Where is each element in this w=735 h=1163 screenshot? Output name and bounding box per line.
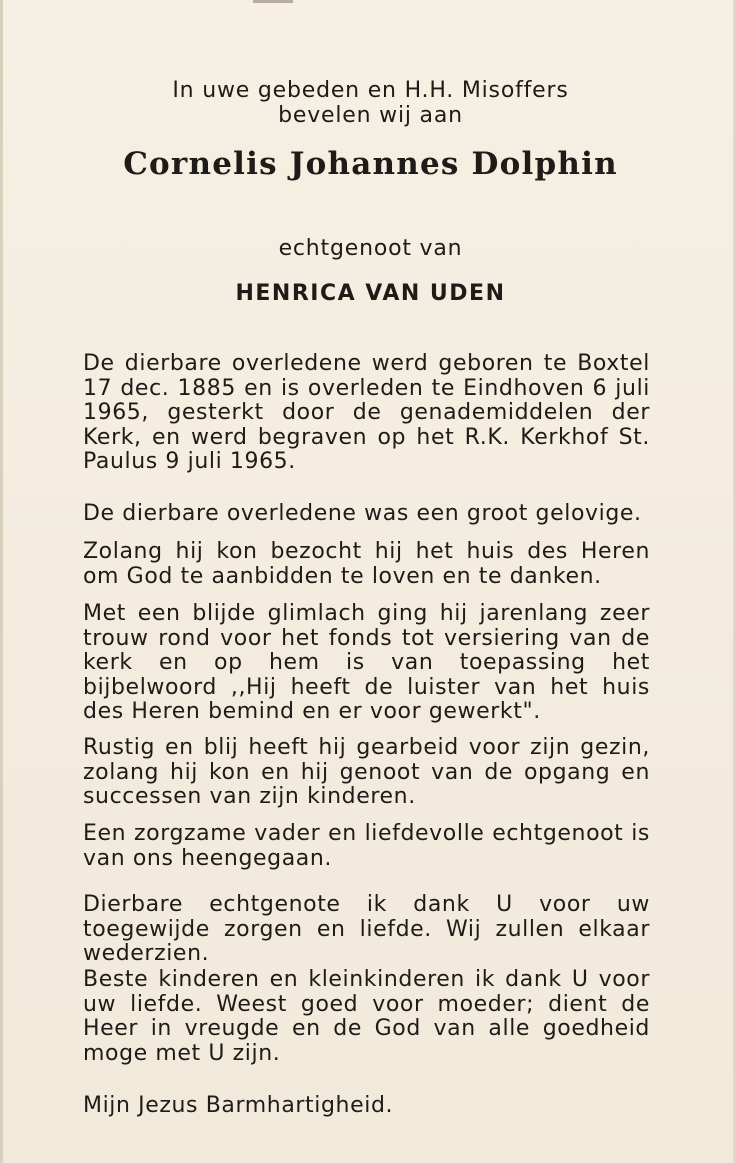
intro-text: [3, 78, 735, 128]
paragraph-faith: De dierbare overledene was een groot gelovige.: [83, 501, 642, 526]
closing-prayer: Mijn Jezus Barmhartigheid.: [83, 1093, 394, 1118]
intro-line-1: In uwe gebeden en H.H. Misoffers: [172, 78, 569, 103]
spouse-label: echtgenoot van: [278, 236, 463, 261]
paragraph-church-fund: Met een blijde glimlach ging hij jarenlang zeer trouw rond voor het fonds tot versiering van de kerk en op hem is van toepassing het bijbelwoord ,,Hij heeft de luister van het huis des Heren bemind en er voor gewerkt".: [83, 601, 650, 724]
paper-mark: [253, 0, 293, 3]
paragraph-biography: De dierbare overledene werd geboren te Boxtel 17 dec. 1885 en is overleden te Eindhoven 6 juli 1965, gesterkt door de genademiddelen der Kerk, en werd begraven op het R.K. Kerkhof St. Paulus 9 juli 1965.: [83, 351, 650, 474]
deceased-name: Cornelis Johannes Dolphin: [123, 146, 618, 182]
paragraph-father: Een zorgzame vader en liefdevolle echtgenoot is van ons heengegaan.: [83, 821, 650, 871]
paragraph-church-visits: Zolang hij kon bezocht hij het huis des Heren om God te aanbidden te loven en te danken.: [83, 539, 650, 589]
paragraph-to-spouse: Dierbare echtgenote ik dank U voor uw toegewijde zorgen en liefde. Wij zullen elkaar wederzien.: [83, 892, 650, 966]
spouse-name: HENRICA VAN UDEN: [235, 281, 506, 306]
intro-line-2: bevelen wij aan: [278, 103, 463, 128]
paragraph-family-work: Rustig en blij heeft hij gearbeid voor zijn gezin, zolang hij kon en hij genoot van de opgang en successen van zijn kinderen.: [83, 735, 650, 809]
paragraph-to-children: Beste kinderen en kleinkinderen ik dank U voor uw liefde. Weest goed voor moeder; dient de Heer in vreugde en de God van alle goedheid moge met U zijn.: [83, 967, 650, 1066]
